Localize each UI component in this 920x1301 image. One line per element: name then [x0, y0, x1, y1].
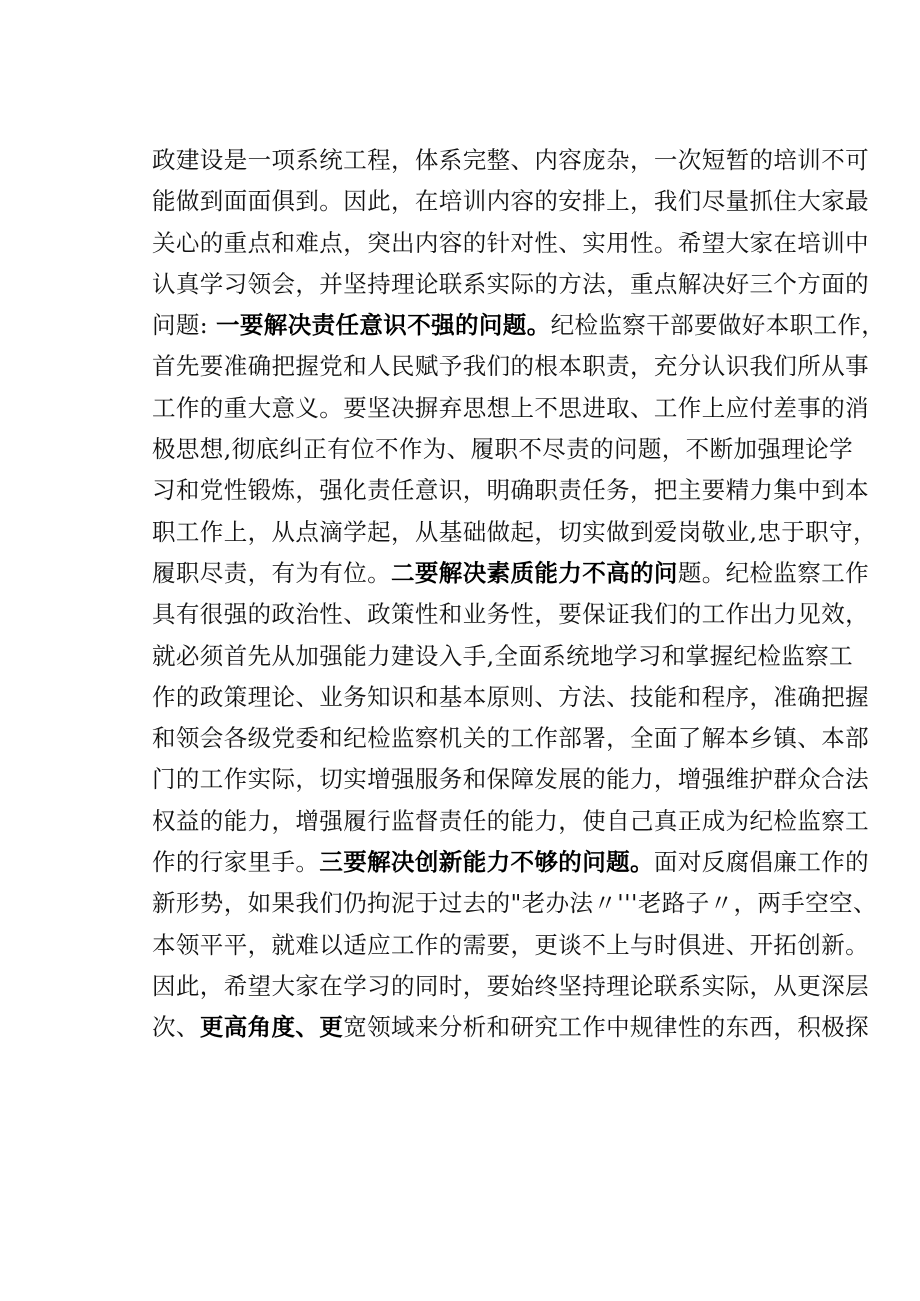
text-line: 本领平平，就难以适应工作的需要，更谈不上与时俱进、开拓创新。 — [152, 930, 869, 959]
text-line: 新形势，如果我们仍拘泥于过去的"老办法〃'''老路子〃，两手空空、 — [152, 889, 877, 918]
text-line: 职工作上，从点滴学起，从基础做起，切实做到爱岗敬业,忠于职守， — [152, 517, 877, 546]
text-line: 关心的重点和难点，突出内容的针对性、实用性。希望大家在培训中 — [152, 228, 869, 257]
text-segment: 题。纪检监察工作 — [677, 558, 870, 587]
text-segment: 履职尽责，有为有位。 — [152, 558, 391, 587]
bold-heading-segment: 三要解决创新能力不够的问题。 — [319, 848, 654, 877]
text-line: 首先要准确把握党和人民赋予我们的根本职责，充分认识我们所从事 — [152, 352, 869, 381]
text-segment: 纪检监察干部要做好本职工作， — [550, 311, 886, 340]
text-segment: 面对反腐倡廉工作的 — [653, 848, 870, 877]
text-line: 门的工作实际，切实增强服务和保障发展的能力，增强维护群众合法 — [152, 765, 869, 794]
text-line: 因此，希望大家在学习的同时，要始终坚持理论联系实际，从更深层 — [152, 971, 869, 1000]
text-line: 习和党性锻炼，强化责任意识，明确职责任务，把主要精力集中到本 — [152, 476, 869, 505]
text-line — [152, 553, 870, 594]
bold-heading-segment: 一要解决责任意识不强的问题。 — [216, 311, 551, 340]
text-segment: 作的行家里手。 — [152, 848, 320, 877]
text-segment: 宽领域来分析和研究工作中规律性的东西，积极探 — [343, 1013, 870, 1042]
body-paragraph — [152, 140, 886, 1049]
text-line: 能做到面面俱到。因此，在培训内容的安排上，我们尽量抓住大家最 — [152, 187, 869, 216]
text-line — [152, 305, 886, 346]
text-line — [152, 842, 870, 883]
text-segment: 次、 — [152, 1013, 200, 1042]
text-line: 就必须首先从加强能力建设入手,全面系统地学习和掌握纪检监察工 — [152, 641, 853, 670]
text-line: 和领会各级党委和纪检监察机关的工作部署，全面了解本乡镇、本部 — [152, 724, 869, 753]
text-line: 作的政策理论、业务知识和基本原则、方法、技能和程序，准确把握 — [152, 682, 869, 711]
text-line: 政建设是一项系统工程，体系完整、内容庞杂，一次短暂的培训不可 — [152, 146, 869, 174]
text-line: 工作的重大意义。要坚决摒弃思想上不思进取、工作上应付差事的消 — [152, 393, 869, 422]
bold-heading-segment: 更高角度、更 — [199, 1013, 344, 1042]
text-line: 权益的能力，增强履行监督责任的能力，使自己真正成为纪检监察工 — [152, 806, 869, 835]
text-segment: 问题: — [152, 311, 216, 340]
bold-heading-segment: 二要解决素质能力不高的问 — [391, 558, 678, 587]
text-line: 具有很强的政治性、政策性和业务性，要保证我们的工作出力见效， — [152, 600, 869, 629]
text-line — [152, 1007, 870, 1048]
text-line: 极思想,彻底纠正有位不作为、履职不尽责的问题，不断加强理论学 — [152, 435, 853, 464]
text-line: 认真学习领会，并坚持理论联系实际的方法，重点解决好三个方面的 — [152, 269, 869, 298]
